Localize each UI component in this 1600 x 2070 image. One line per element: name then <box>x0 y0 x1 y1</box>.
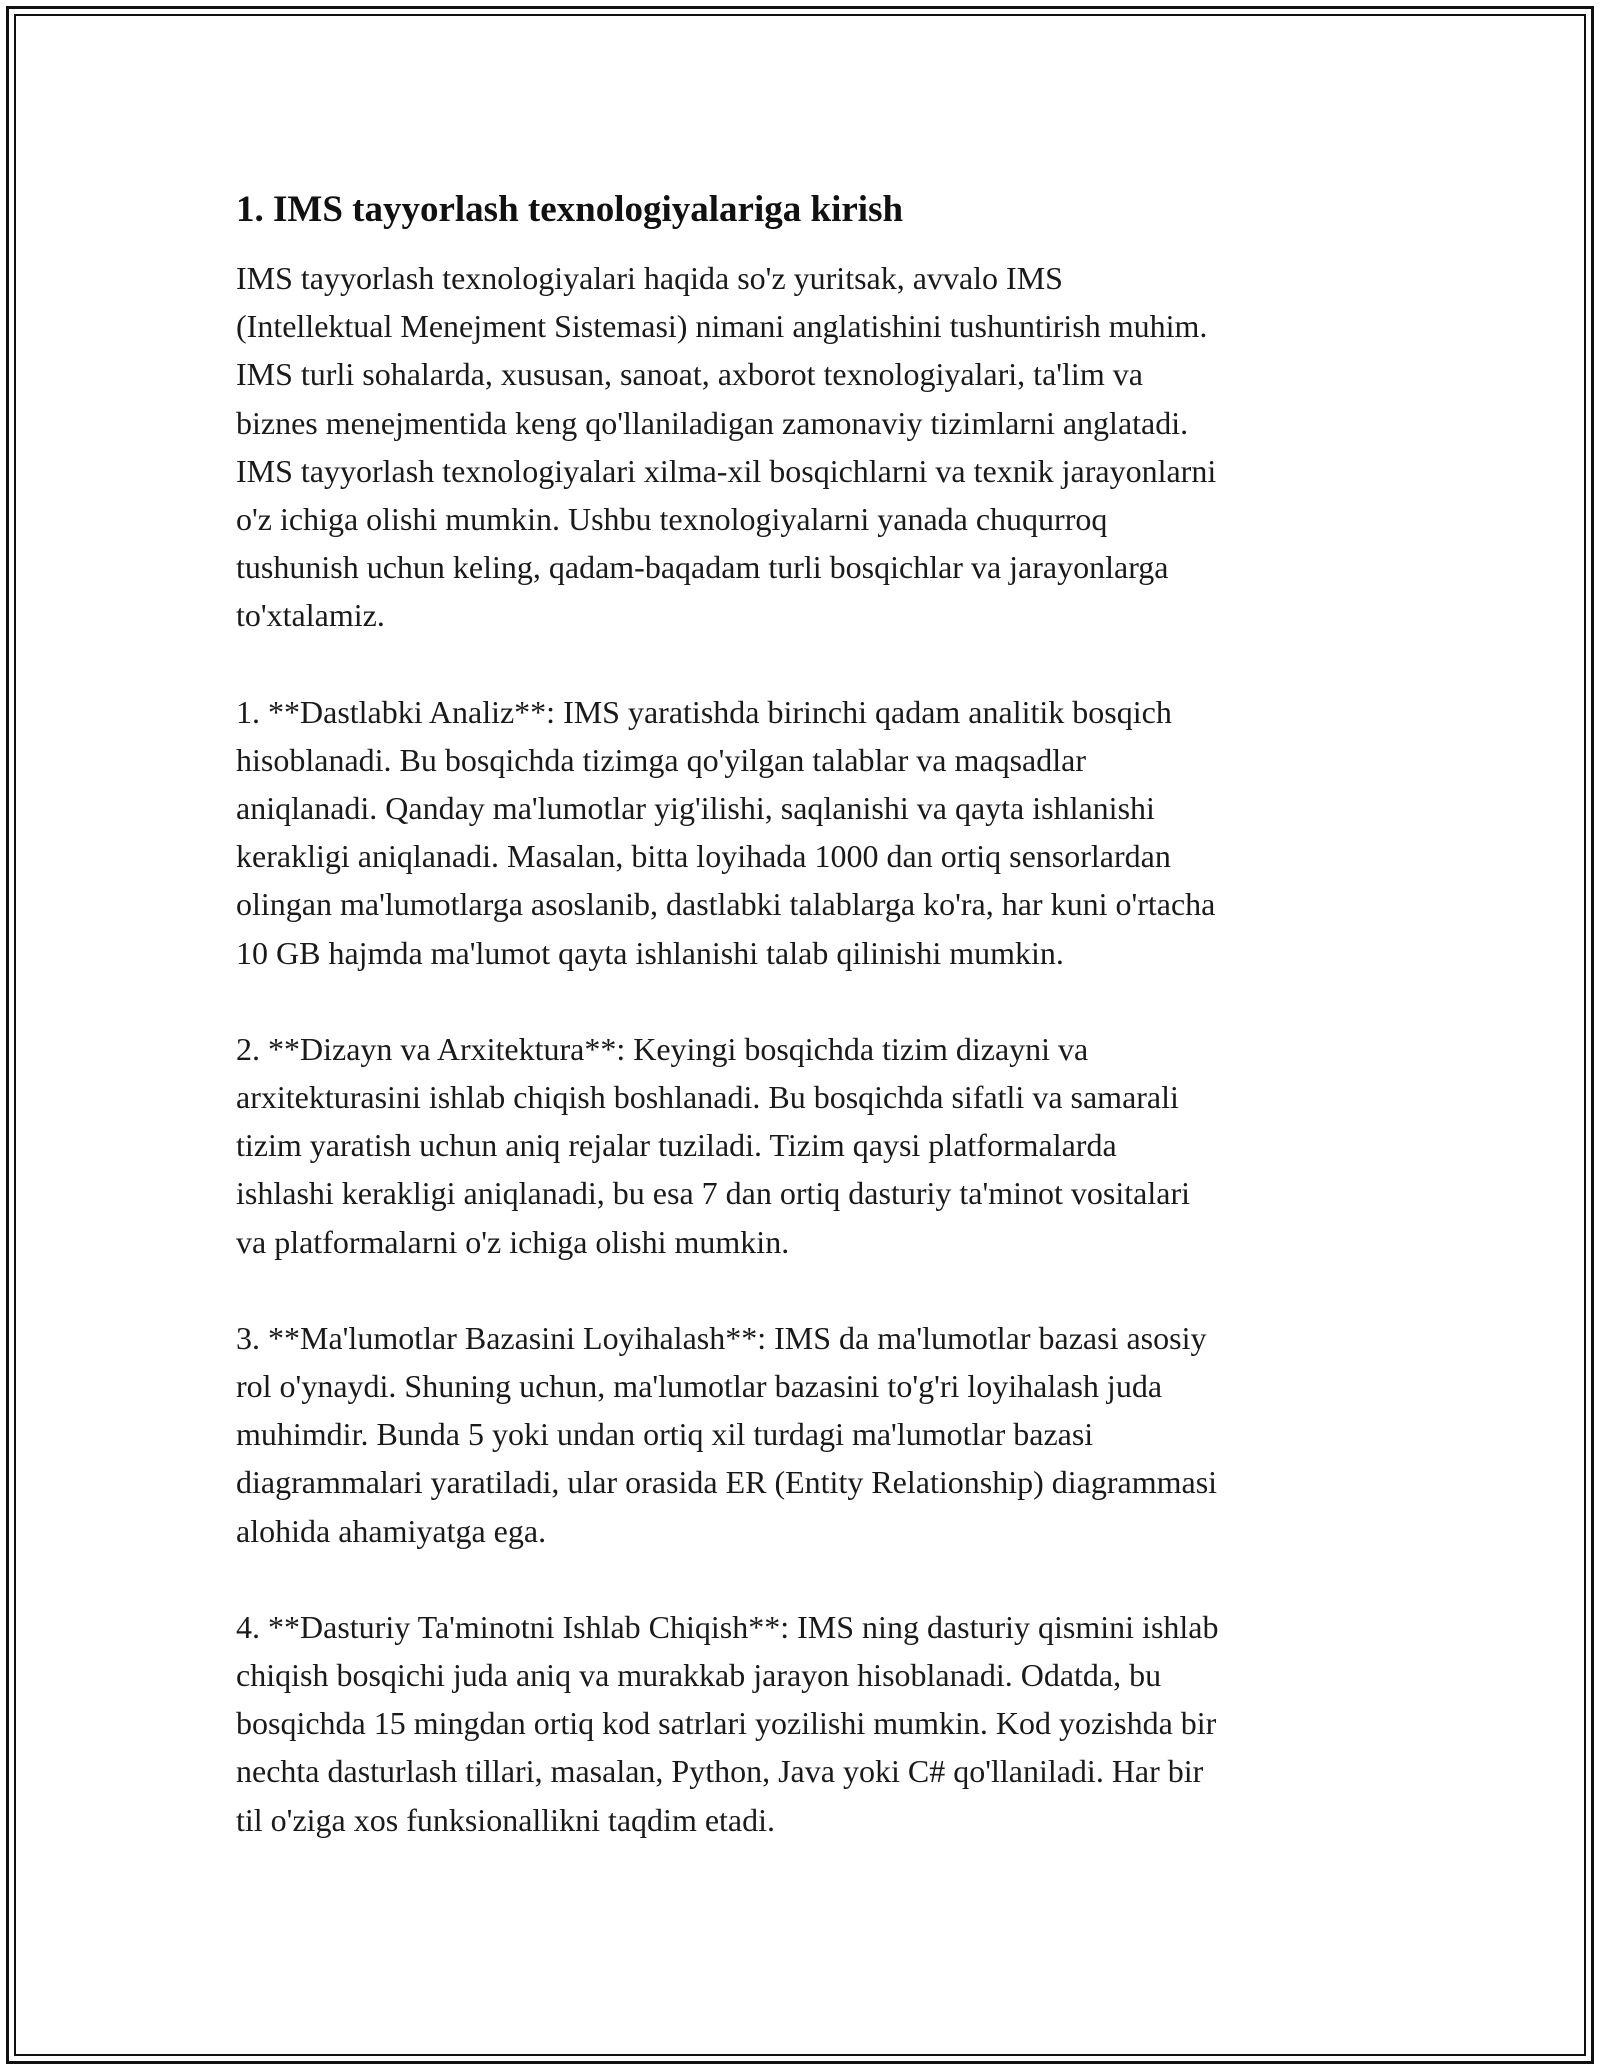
section-1-paragraph: 1. **Dastlabki Analiz**: IMS yaratishda birinchi qadam analitik bosqich hisoblanadi. Bu bosqichda tizimga qo'yilgan talablar va maqsadlar aniqlanadi. Qanday ma'lumotlar yig'ilishi, saqlanishi va qayta ishlanishi kerakligi aniqlanadi. Masalan, bitta loyihada 1000 dan ortiq sensorlardan olingan ma'lumotlarga asoslanib, dastlabki talablarga ko'ra, har kuni o'rtacha 10 GB hajmda ma'lumot qayta ishlanishi talab qilinishi mumkin. <box>236 693 1216 971</box>
section-2-paragraph: 2. **Dizayn va Arxitektura**: Keyingi bosqichda tizim dizayni va arxitekturasini ishlab chiqish boshlanadi. Bu bosqichda sifatli va samarali tizim yaratish uchun aniq rejalar tuziladi. Tizim qaysi platformalarda ishlashi kerakligi aniqlanadi, bu esa 7 dan ortiq dasturiy ta'minot vositalari va platformalarni o'z ichiga olishi mumkin. <box>236 1030 1190 1260</box>
document-body <box>236 186 1376 1844</box>
document-title: 1. IMS tayyorlash texnologiyalariga kirish <box>236 189 904 230</box>
section-4-paragraph: 4. **Dasturiy Ta'minotni Ishlab Chiqish**: IMS ning dasturiy qismini ishlab chiqish bosqichi juda aniq va murakkab jarayon hisoblanadi. Odatda, bu bosqichda 15 mingdan ortiq kod satrlari yozilishi mumkin. Kod yozishda bir nechta dasturlash tillari, masalan, Python, Java yoki C# qo'llaniladi. Har bir til o'ziga xos funksionallikni taqdim etadi. <box>236 1608 1219 1838</box>
section-3-paragraph: 3. **Ma'lumotlar Bazasini Loyihalash**: IMS da ma'lumotlar bazasi asosiy rol o'ynaydi. Shuning uchun, ma'lumotlar bazasini to'g'ri loyihalash juda muhimdir. Bunda 5 yoki undan ortiq xil turdagi ma'lumotlar bazasi diagrammalari yaratiladi, ular orasida ER (Entity Relationship) diagrammasi alohida ahamiyatga ega. <box>236 1319 1218 1549</box>
intro-paragraph: IMS tayyorlash texnologiyalari haqida so'z yuritsak, avvalo IMS (Intellektual Menejment Sistemasi) nimani anglatishini tushuntirish muhim. IMS turli sohalarda, xususan, sanoat, axborot texnologiyalari, ta'lim va biznes menejmentida keng qo'llaniladigan zamonaviy tizimlarni anglatadi. IMS tayyorlash texnologiyalari xilma-xil bosqichlarni va texnik jarayonlarni o'z ichiga olishi mumkin. Ushbu texnologiyalarni yanada chuqurroq tushunish uchun keling, qadam-baqadam turli bosqichlar va jarayonlarga to'xtalamiz. <box>236 260 1217 634</box>
